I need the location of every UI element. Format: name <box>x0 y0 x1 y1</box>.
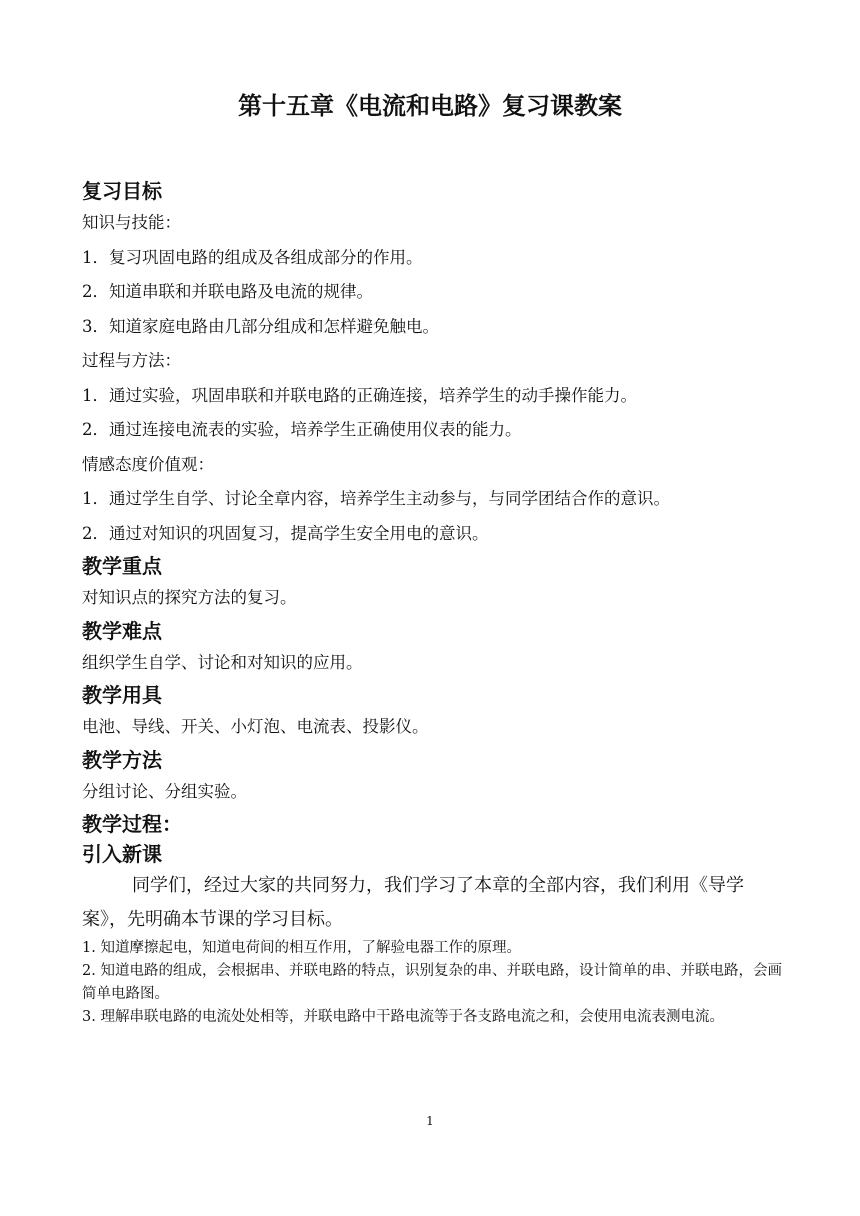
page-number: 1 <box>426 1114 434 1128</box>
key-point-text: 对知识点的探究方法的复习。 <box>82 588 297 607</box>
document-body <box>82 176 782 1029</box>
emotion-label: 情感态度价值观： <box>82 454 214 474</box>
heading-difficulty: 教学难点 <box>82 618 162 643</box>
process-item: 1．通过实验，巩固串联和并联电路的正确连接，培养学生的动手操作能力。 <box>82 385 637 405</box>
emotion-item: 1．通过学生自学、讨论全章内容，培养学生主动参与，与同学团结合作的意识。 <box>82 489 670 508</box>
heading-key-point: 教学重点 <box>82 554 162 578</box>
process-item: 2．通过连接电流表的实验，培养学生正确使用仪表的能力。 <box>82 420 522 439</box>
heading-review-objectives: 复习目标 <box>82 179 162 203</box>
knowledge-item: 2．知道串联和并联电路及电流的规律。 <box>82 282 373 301</box>
knowledge-label: 知识与技能： <box>82 213 181 232</box>
knowledge-item: 3．知道家庭电路由几部分组成和怎样避免触电。 <box>82 316 439 336</box>
knowledge-item: 1．复习巩固电路的组成及各组成部分的作用。 <box>82 247 423 267</box>
heading-methods: 教学方法 <box>82 747 162 772</box>
heading-tools: 教学用具 <box>82 683 162 707</box>
heading-teaching-process: 教学过程： <box>82 812 182 836</box>
heading-introduction: 引入新课 <box>82 842 162 866</box>
emotion-item: 2．通过对知识的巩固复习，提高学生安全用电的意识。 <box>82 523 489 543</box>
goal-item: 2. 知道电路的组成，会根据串、并联电路的特点，识别复杂的串、并联电路，设计简单的串、并联电路，会画简单电路图。 <box>82 963 782 1002</box>
difficulty-text: 组织学生自学、讨论和对知识的应用。 <box>82 652 363 672</box>
intro-paragraph: 同学们，经过大家的共同努力，我们学习了本章的全部内容，我们利用《导学案》，先明确本节课的学习目标。 <box>82 875 744 930</box>
document-title: 第十五章《电流和电路》复习课教案 <box>238 92 622 120</box>
methods-text: 分组讨论、分组实验。 <box>82 781 247 801</box>
process-label: 过程与方法： <box>82 351 181 370</box>
goal-item: 3. 理解串联电路的电流处处相等，并联电路中干路电流等于各支路电流之和，会使用电流表测电流。 <box>82 1009 724 1025</box>
tools-text: 电池、导线、开关、小灯泡、电流表、投影仪。 <box>82 717 429 736</box>
goal-item: 1. 知道摩擦起电，知道电荷间的相互作用，了解验电器工作的原理。 <box>82 940 521 956</box>
